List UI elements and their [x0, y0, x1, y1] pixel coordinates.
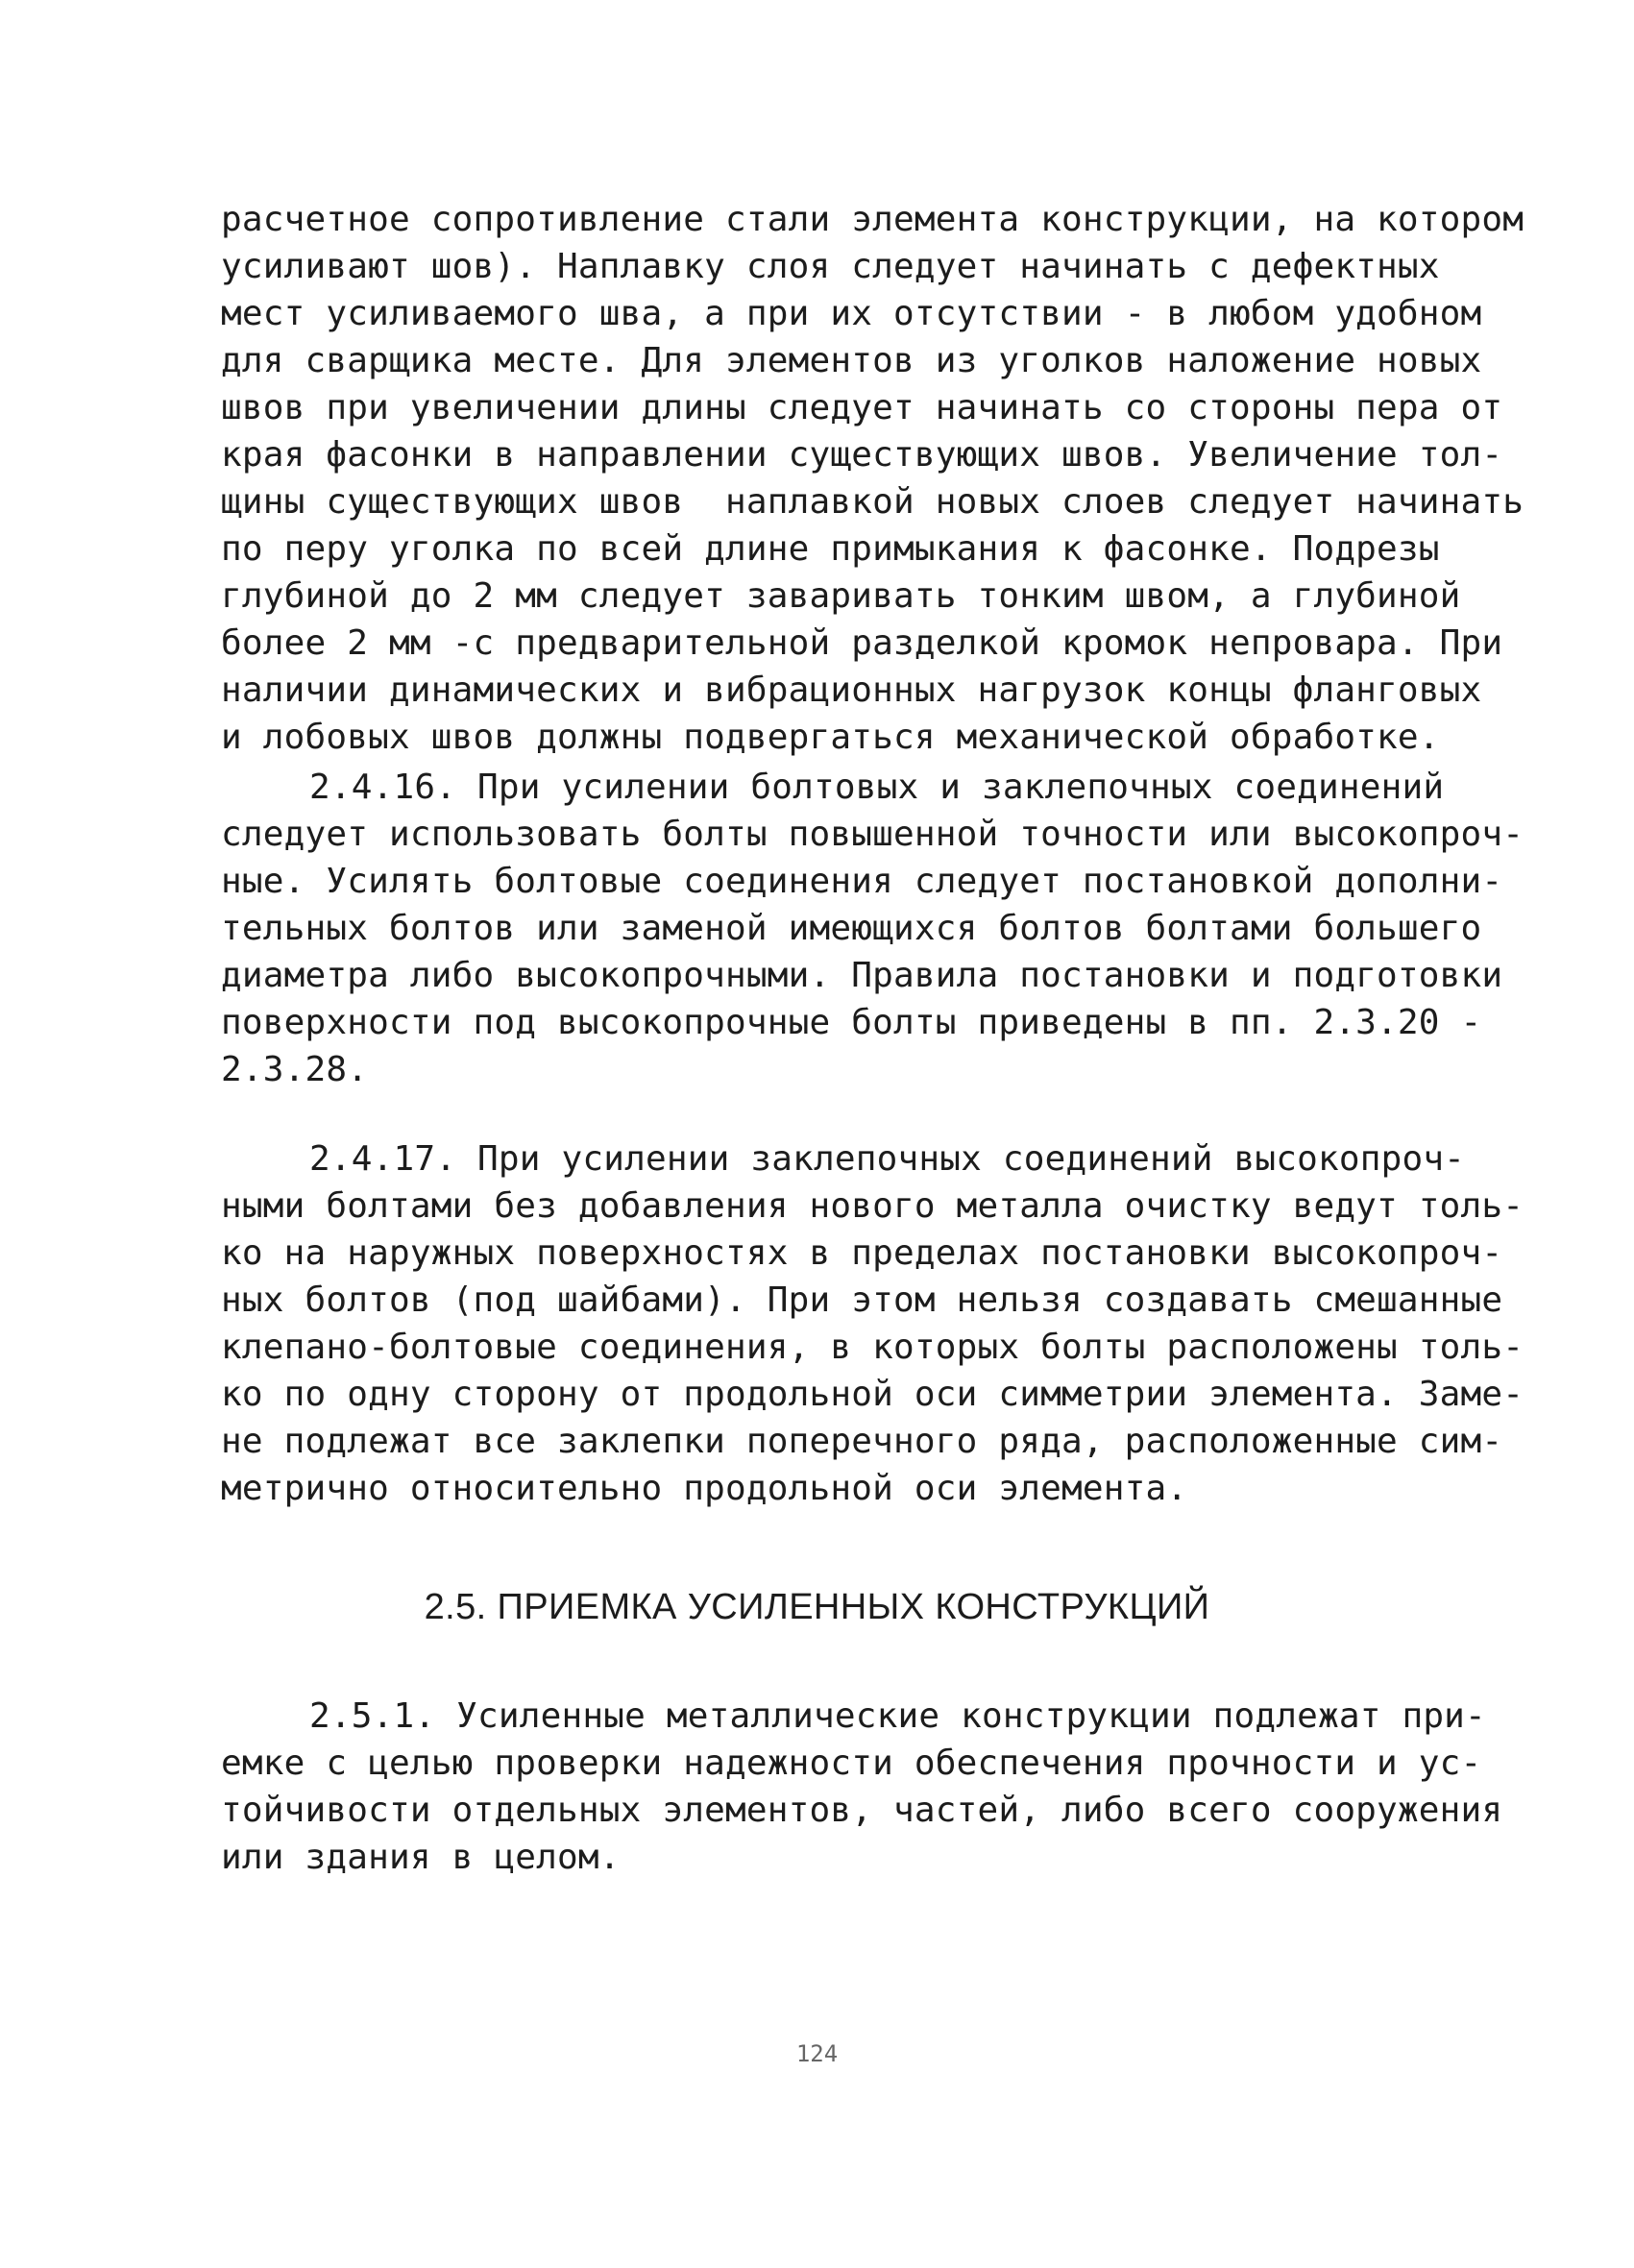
- text-line: диаметра либо высокопрочными. Правила постановки и подготовки: [221, 956, 1503, 995]
- section-heading: 2.5. ПРИЕМКА УСИЛЕННЫХ КОНСТРУКЦИЙ: [424, 1587, 1210, 1627]
- text-line: ных болтов (под шайбами). При этом нельзя создавать смешанные: [221, 1280, 1503, 1320]
- paragraph-first-line: 2.4.17. При усилении заклепочных соединений высокопроч-: [309, 1139, 1466, 1179]
- text-line: для сварщика месте. Для элементов из уголков наложение новых: [221, 341, 1482, 380]
- text-line: ко по одну сторону от продольной оси симметрии элемента. Заме-: [221, 1375, 1524, 1414]
- text-line: и лобовых швов должны подвергаться механической обработке.: [221, 718, 1440, 757]
- text-line: края фасонки в направлении существующих швов. Увеличение тол-: [221, 435, 1503, 475]
- paragraph-first-line: 2.4.16. При усилении болтовых и заклепочных соединений: [309, 768, 1445, 807]
- text-line: усиливают шов). Наплавку слоя следует начинать с дефектных: [221, 247, 1440, 286]
- text-line: тельных болтов или заменой имеющихся болтов болтами большего: [221, 909, 1482, 948]
- text-line: более 2 мм -с предварительной разделкой кромок непровара. При: [221, 623, 1503, 663]
- text-line: ными болтами без добавления нового металла очистку ведут толь-: [221, 1186, 1524, 1226]
- text-line: 2.3.28.: [221, 1050, 369, 1089]
- text-line: поверхности под высокопрочные болты приведены в пп. 2.3.20 -: [221, 1003, 1482, 1042]
- text-line: метрично относительно продольной оси элемента.: [221, 1469, 1188, 1508]
- text-line: тойчивости отдельных элементов, частей, либо всего сооружения: [221, 1791, 1503, 1830]
- text-line: щины существующих швов наплавкой новых слоев следует начинать: [221, 482, 1524, 522]
- text-line: по перу уголка по всей длине примыкания к фасонке. Подрезы: [221, 529, 1440, 569]
- text-line: следует использовать болты повышенной точности или высокопроч-: [221, 815, 1524, 854]
- text-line: расчетное сопротивление стали элемента конструкции, на котором: [221, 200, 1524, 239]
- text-line: не подлежат все заклепки поперечного ряда, расположенные сим-: [221, 1422, 1503, 1461]
- text-line: глубиной до 2 мм следует заваривать тонким швом, а глубиной: [221, 576, 1461, 616]
- text-line: ные. Усилять болтовые соединения следует постановкой дополни-: [221, 862, 1503, 901]
- paragraph-first-line: 2.5.1. Усиленные металлические конструкции подлежат при-: [309, 1696, 1486, 1736]
- page-number: 124: [795, 2040, 839, 2067]
- text-line: наличии динамических и вибрационных нагрузок концы фланговых: [221, 671, 1482, 710]
- text-line: клепано-болтовые соединения, в которых болты расположены толь-: [221, 1328, 1524, 1367]
- text-line: швов при увеличении длины следует начинать со стороны пера от: [221, 388, 1503, 427]
- text-line: емке с целью проверки надежности обеспечения прочности и ус-: [221, 1744, 1482, 1783]
- text-line: ко на наружных поверхностях в пределах постановки высокопроч-: [221, 1233, 1503, 1273]
- text-line: или здания в целом.: [221, 1838, 621, 1877]
- text-line: мест усиливаемого шва, а при их отсутствии - в любом удобном: [221, 294, 1482, 333]
